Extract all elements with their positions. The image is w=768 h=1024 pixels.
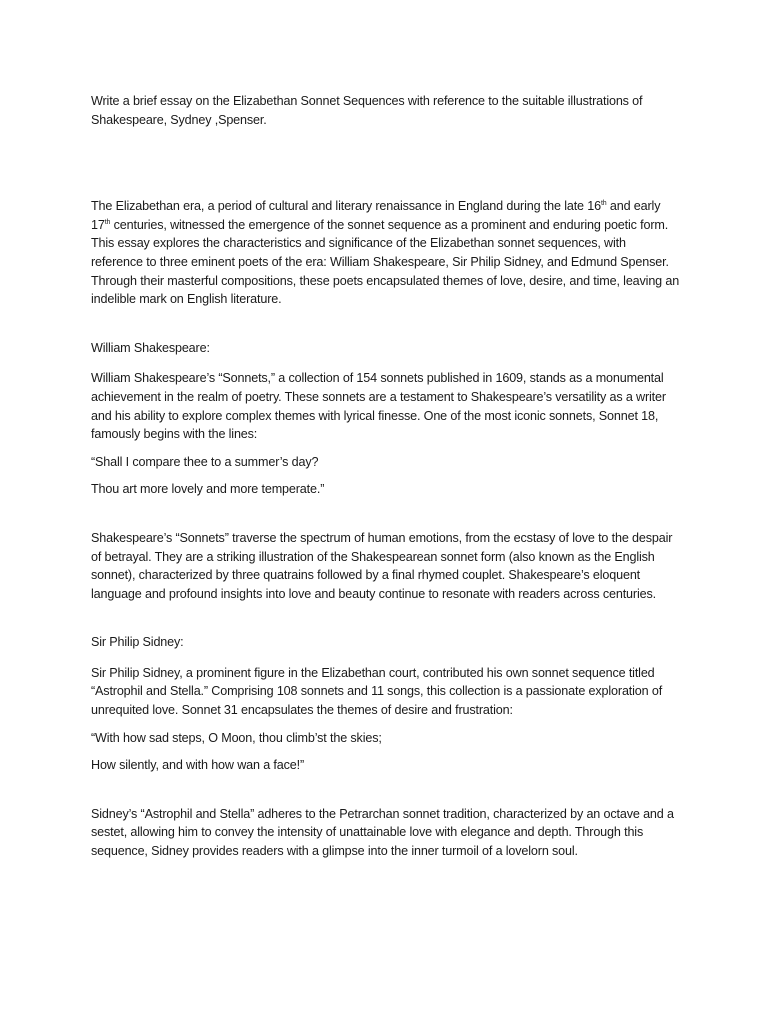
shakespeare-quote-line-1: “Shall I compare thee to a summer’s day? bbox=[91, 454, 319, 469]
sidney-quote-line-1: “With how sad steps, O Moon, thou climb’st the skies; bbox=[91, 730, 382, 745]
document-body bbox=[91, 92, 681, 861]
ordinal-suffix: th bbox=[600, 200, 607, 208]
shakespeare-paragraph-2: Shakespeare’s “Sonnets” traverse the spectrum of human emotions, from the ecstasy of love to the despair of betrayal. They are a striking illustration of the Shakespearean sonnet form (also known as the English sonnet), characterized by three quatrains followed by a final rhymed couplet. Shakespeare’s eloquent language and profound insights into love and beauty continue to resonate with readers across centuries. bbox=[91, 530, 673, 601]
intro-text-part3: centuries, witnessed the emergence of the sonnet sequence as a prominent and enduring poetic form. This essay explores the characteristics and significance of the Elizabethan sonnet sequences, with reference to three eminent poets of the era: William Shakespeare, Sir Philip Sidney, and Edmund Spenser. Through their masterful compositions, these poets encapsulated themes of love, desire, and time, leaving an indelible mark on English literature. bbox=[91, 217, 680, 307]
intro-paragraph bbox=[91, 197, 681, 309]
intro-text-part2: and early 17 bbox=[91, 199, 661, 232]
shakespeare-paragraph-1: William Shakespeare’s “Sonnets,” a collection of 154 sonnets published in 1609, stands as a monumental achievement in the realm of poetry. These sonnets are a testament to Shakespeare’s versatility as a writer and his ability to explore complex themes with lyrical finesse. One of the most iconic sonnets, Sonnet 18, famously begins with the lines: bbox=[91, 371, 666, 442]
sidney-paragraph-2: Sidney’s “Astrophil and Stella” adheres to the Petrarchan sonnet tradition, characterized by an octave and a sestet, allowing him to convey the intensity of unattainable love with elegance and depth. Through this sequence, Sidney provides readers with a glimpse into the inner turmoil of a lovelorn soul. bbox=[91, 806, 674, 859]
section-heading-sidney: Sir Philip Sidney: bbox=[91, 635, 184, 650]
ordinal-suffix: th bbox=[104, 218, 111, 226]
section-heading-shakespeare: William Shakespeare: bbox=[91, 340, 210, 355]
sidney-paragraph-1: Sir Philip Sidney, a prominent figure in the Elizabethan court, contributed his own sonnet sequence titled “Astrophil and Stella.” Comprising 108 sonnets and 11 songs, this collection is a passionate exploration of unrequited love. Sonnet 31 encapsulates the themes of desire and frustration: bbox=[91, 665, 663, 718]
essay-prompt: Write a brief essay on the Elizabethan Sonnet Sequences with reference to the suitable illustrations of Shakespeare, Sydney ,Spenser. bbox=[91, 94, 643, 127]
sidney-quote-line-2: How silently, and with how wan a face!” bbox=[91, 758, 305, 773]
intro-text-part1: The Elizabethan era, a period of cultural and literary renaissance in England during the late 16 bbox=[91, 199, 601, 214]
shakespeare-quote-line-2: Thou art more lovely and more temperate.” bbox=[91, 482, 325, 497]
